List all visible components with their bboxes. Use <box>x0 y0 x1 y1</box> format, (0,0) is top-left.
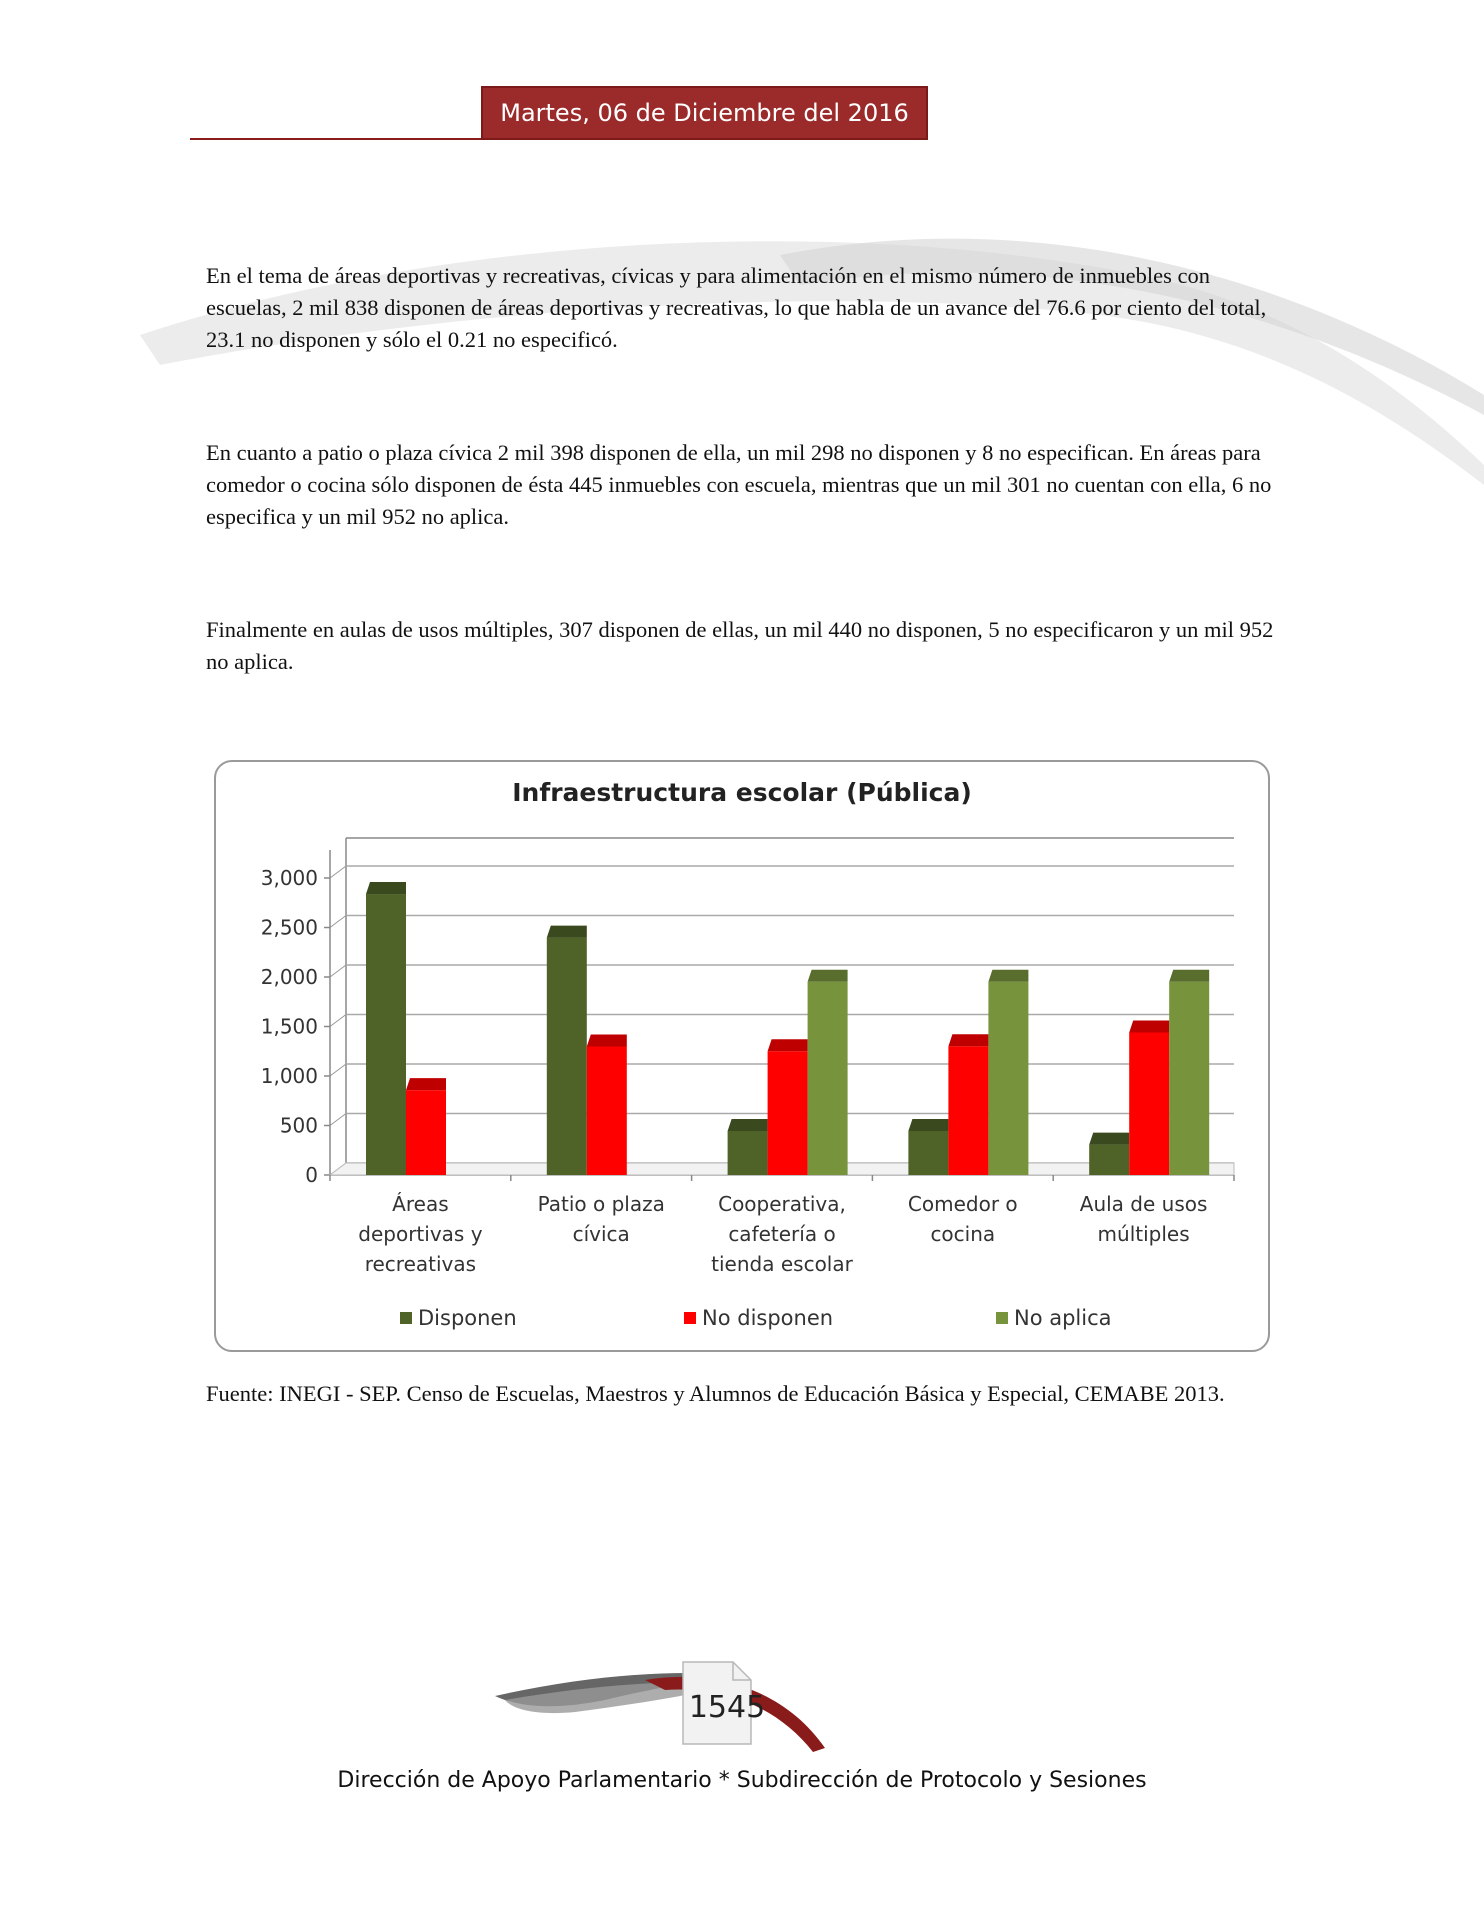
legend-swatch-no-disponen <box>684 1312 696 1324</box>
footer-logo <box>495 1660 835 1760</box>
bar-no-aplica <box>988 982 1028 1175</box>
x-tick-label: Comedor o <box>907 1192 1018 1216</box>
bar-top-no-aplica <box>988 970 1028 982</box>
legend-item-no-aplica <box>996 1306 1112 1330</box>
legend-item-no-disponen <box>684 1306 833 1330</box>
y-tick-label: 2,500 <box>260 915 318 940</box>
gridline-diag <box>330 1114 346 1126</box>
bar-top-disponen <box>547 926 587 938</box>
y-tick-label: 1,500 <box>260 1014 318 1039</box>
gridline-diag <box>330 916 346 928</box>
bar-no-disponen <box>587 1046 627 1175</box>
x-tick-label: recreativas <box>364 1252 477 1276</box>
legend-label-no-aplica: No aplica <box>1014 1306 1112 1330</box>
footer-text: Dirección de Apoyo Parlamentario * Subdirección de Protocolo y Sesiones <box>337 1768 1147 1793</box>
bar-top-disponen <box>728 1119 768 1131</box>
bar-top-no-aplica <box>808 970 848 982</box>
legend-swatch-no-aplica <box>996 1312 1008 1324</box>
gridline-diag <box>330 1015 346 1027</box>
bar-no-disponen <box>1129 1032 1169 1175</box>
bar-no-aplica <box>1169 982 1209 1175</box>
bar-disponen <box>547 938 587 1175</box>
bar-no-aplica <box>808 982 848 1175</box>
bar-disponen <box>728 1131 768 1175</box>
gridline-diag <box>330 1064 346 1076</box>
bar-top-no-disponen <box>1129 1020 1169 1032</box>
bar-disponen <box>1089 1145 1129 1175</box>
x-tick-label: Cooperativa, <box>718 1192 846 1216</box>
legend-item-disponen <box>400 1306 517 1330</box>
bar-top-no-aplica <box>1169 970 1209 982</box>
y-tick-label: 3,000 <box>260 866 318 890</box>
bar-top-no-disponen <box>587 1034 627 1046</box>
chart-title: Infraestructura escolar (Pública) <box>512 778 972 807</box>
paragraph-1: En el tema de áreas deportivas y recreativas, cívicas y para alimentación en el mismo número de inmuebles con escuelas, 2 mil 838 disponen de áreas deportivas y recreativas, lo que habla de un avance del 76.6 por ciento del total, 23.1 no disponen y sólo el 0.21 no especificó. <box>206 263 1267 352</box>
legend-label-disponen: Disponen <box>418 1306 517 1330</box>
x-tick-label: Patio o plaza <box>537 1192 665 1216</box>
bar-disponen <box>366 894 406 1175</box>
legend-swatch-disponen <box>400 1312 412 1324</box>
gridline-diag <box>330 965 346 977</box>
paragraph-2: En cuanto a patio o plaza cívica 2 mil 398 disponen de ella, un mil 298 no disponen y 8 no especifican. En áreas para comedor o cocina sólo disponen de ésta 445 inmuebles con escuela, mientras que un mil 301 no cuentan con ella, 6 no especifica y un mil 952 no aplica. <box>206 440 1272 529</box>
x-tick-label: deportivas y <box>358 1222 483 1246</box>
page-number: 1545 <box>688 1690 766 1725</box>
bar-disponen <box>908 1131 948 1175</box>
bar-top-disponen <box>908 1119 948 1131</box>
paragraph-3: Finalmente en aulas de usos múltiples, 307 disponen de ellas, un mil 440 no disponen, 5 no especificaron y un mil 952 no aplica. <box>206 617 1274 674</box>
y-tick-label: 1,000 <box>260 1064 318 1088</box>
gridline-diag <box>330 866 346 878</box>
bar-chart <box>214 760 1270 1352</box>
x-tick-label: cívica <box>572 1222 630 1246</box>
bar-no-disponen <box>948 1046 988 1175</box>
y-tick-label: 2,000 <box>260 965 318 989</box>
x-tick-label: Áreas <box>392 1192 449 1216</box>
x-tick-label: múltiples <box>1097 1222 1190 1246</box>
y-tick-label: 0 <box>305 1163 318 1187</box>
bar-no-disponen <box>768 1051 808 1175</box>
legend-label-no-disponen: No disponen <box>702 1306 834 1330</box>
x-tick-label: cafetería o <box>728 1222 836 1246</box>
bar-top-disponen <box>1089 1133 1129 1145</box>
bar-top-no-disponen <box>948 1034 988 1046</box>
bar-top-no-disponen <box>406 1078 446 1090</box>
y-tick-label: 500 <box>279 1113 318 1138</box>
bar-top-disponen <box>366 882 406 894</box>
x-tick-label: Aula de usos <box>1079 1192 1208 1216</box>
chart-legend <box>214 1306 1270 1336</box>
source-note: Fuente: INEGI - SEP. Censo de Escuelas, Maestros y Alumnos de Educación Básica y Especial, CEMABE 2013. <box>206 1381 1225 1406</box>
bar-top-no-disponen <box>768 1039 808 1051</box>
bar-no-disponen <box>406 1090 446 1175</box>
x-tick-label: cocina <box>930 1222 996 1246</box>
header-date: Martes, 06 de Diciembre del 2016 <box>481 86 928 140</box>
x-tick-label: tienda escolar <box>711 1252 853 1276</box>
